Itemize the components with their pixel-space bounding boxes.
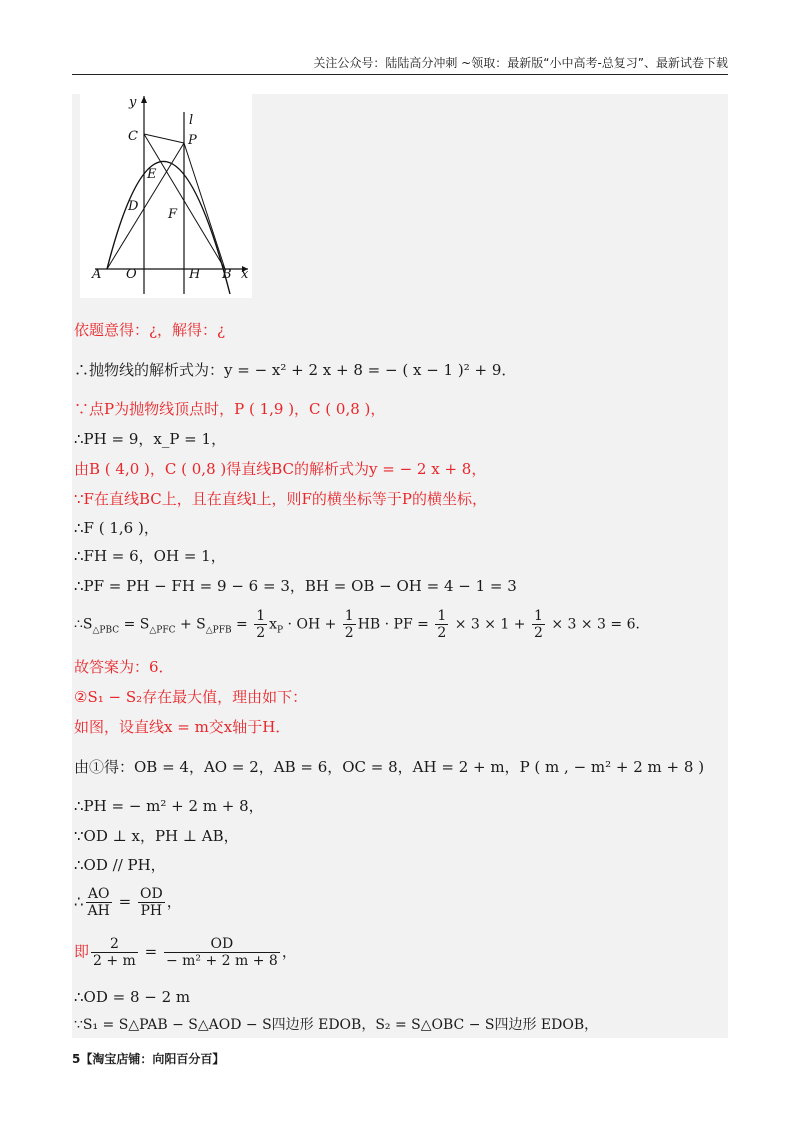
ratio-formula-line <box>74 886 182 919</box>
f19-frac1-num: 2 <box>91 936 138 953</box>
f18-lead: ∴ <box>74 892 84 911</box>
f10-frac2 <box>343 608 356 641</box>
solution-line-2: ∴抛物线的解析式为：y = − x² + 2 x + 8 = − ( x − 1 )² + 9． <box>74 361 517 379</box>
f10-x: x <box>269 616 278 633</box>
f18-frac2-num: OD <box>139 886 163 902</box>
solution-line-15: ∴PH = − m² + 2 m + 8， <box>74 797 264 815</box>
f10-plus: + S <box>175 616 206 633</box>
f10-sub1: △PBC <box>92 625 120 636</box>
f10-frac3-num: 1 <box>437 608 447 624</box>
f18-frac1-num: AO <box>86 886 112 903</box>
substitution-formula-line <box>74 936 297 969</box>
label-P: P <box>188 133 197 148</box>
line-PB <box>184 143 225 269</box>
f18-tail: ， <box>166 892 182 911</box>
header-text: 关注公众号：陆陆高分冲刺 ~领取：最新版“小中高考-总复习”、最新试卷下载 <box>313 56 728 70</box>
label-A: A <box>92 267 102 282</box>
f18-frac1-den: AH <box>87 903 110 919</box>
label-l: l <box>189 113 194 128</box>
f18-frac1 <box>86 886 112 919</box>
solution-line-5: 由B ( 4,0 )，C ( 0,8 )得直线BC的解析式为y = − 2 x + 8， <box>74 460 487 478</box>
f10-mid3: HB · PF = <box>357 616 434 633</box>
f10-eq2: = <box>231 616 253 633</box>
f10-frac2-num: 1 <box>344 608 354 624</box>
f19-eq: = <box>139 942 162 961</box>
solution-line-21: ∵S₁ = S△PAB − S△AOD − S四边形 EDOB，S₂ = S△OBC − S四边形 EDOB， <box>74 1017 599 1033</box>
solution-line-13: 如图，设直线x = m交x轴于H． <box>74 718 291 736</box>
f19-frac2-den: − m² + 2 m + 8 <box>165 953 278 969</box>
f19-frac2-num: OD <box>164 936 280 953</box>
area-formula-line <box>74 608 650 641</box>
page-footer: 5【淘宝店铺：向阳百分百】 <box>72 1052 225 1066</box>
label-B: B <box>222 267 232 282</box>
label-E: E <box>147 167 157 182</box>
line-CP <box>144 134 184 143</box>
solution-line-16: ∵OD ⊥ x，PH ⊥ AB， <box>74 827 239 845</box>
page-header <box>72 54 728 75</box>
f10-lead: ∴S <box>74 616 93 633</box>
label-D: D <box>128 199 139 214</box>
f18-frac2 <box>138 886 165 919</box>
solution-line-20: ∴OD = 8 − 2 m <box>74 988 191 1006</box>
solution-line-7: ∴F ( 1,6 )， <box>74 519 159 537</box>
label-x: x <box>241 267 249 282</box>
f19-frac1-den: 2 + m <box>93 953 136 969</box>
solution-line-11: 故答案为：6． <box>74 658 174 676</box>
solution-line-14: 由①得：OB = 4，AO = 2，AB = 6，OC = 8，AH = 2 + m，P ( m , − m² + 2 m + 8 ) <box>74 758 705 776</box>
f19-frac1 <box>91 936 138 969</box>
solution-line-17: ∴OD // PH， <box>74 856 166 874</box>
f19-lead: 即 <box>74 942 90 961</box>
f10-frac3 <box>435 608 448 641</box>
geometry-figure <box>80 94 252 298</box>
label-H: H <box>189 267 201 282</box>
solution-line-12: ②S₁ − S₂存在最大值，理由如下： <box>74 688 308 706</box>
f10-mid2: · OH + <box>283 616 341 633</box>
solution-line-3: ∵点P为抛物线顶点时，P ( 1,9 )，C ( 0,8 )， <box>74 400 386 418</box>
f19-frac2 <box>164 936 280 969</box>
label-F: F <box>168 207 178 222</box>
solution-line-1: 依题意得：¿，解得：¿ <box>74 321 226 339</box>
f10-mid4: × 3 × 1 + <box>450 616 530 633</box>
f10-sub3: △PFB <box>205 625 232 636</box>
f10-frac1-num: 1 <box>256 608 266 624</box>
f10-frac2-den: 2 <box>344 625 354 641</box>
solution-line-4: ∴PH = 9，x_P = 1， <box>74 430 227 448</box>
f10-sub2: △PFC <box>149 625 176 636</box>
f10-frac1-den: 2 <box>256 625 266 641</box>
y-axis-arrow-icon <box>141 96 147 103</box>
f10-sub-p: P <box>277 625 284 636</box>
f10-frac4-den: 2 <box>533 625 543 641</box>
label-O: O <box>126 267 137 282</box>
solution-line-8: ∴FH = 6，OH = 1， <box>74 547 226 565</box>
label-C: C <box>128 129 138 144</box>
label-y: y <box>129 95 137 110</box>
f10-frac3-den: 2 <box>437 625 447 641</box>
f18-eq: = <box>113 892 136 911</box>
f10-frac4-num: 1 <box>533 608 543 624</box>
f10-eq1: = S <box>119 616 150 633</box>
f19-tail: ， <box>281 942 297 961</box>
f10-frac4 <box>532 608 545 641</box>
f10-frac1 <box>254 608 267 641</box>
solution-line-9: ∴PF = PH − FH = 9 − 6 = 3，BH = OB − OH = 4 − 1 = 3 <box>74 577 517 595</box>
line-AP <box>107 143 184 269</box>
solution-line-6: ∵F在直线BC上，且在直线l上，则F的横坐标等于P的横坐标， <box>74 490 488 508</box>
parabola-diagram <box>80 94 252 298</box>
f10-tail: × 3 × 3 = 6． <box>546 616 650 633</box>
f18-frac2-den: PH <box>140 903 163 919</box>
